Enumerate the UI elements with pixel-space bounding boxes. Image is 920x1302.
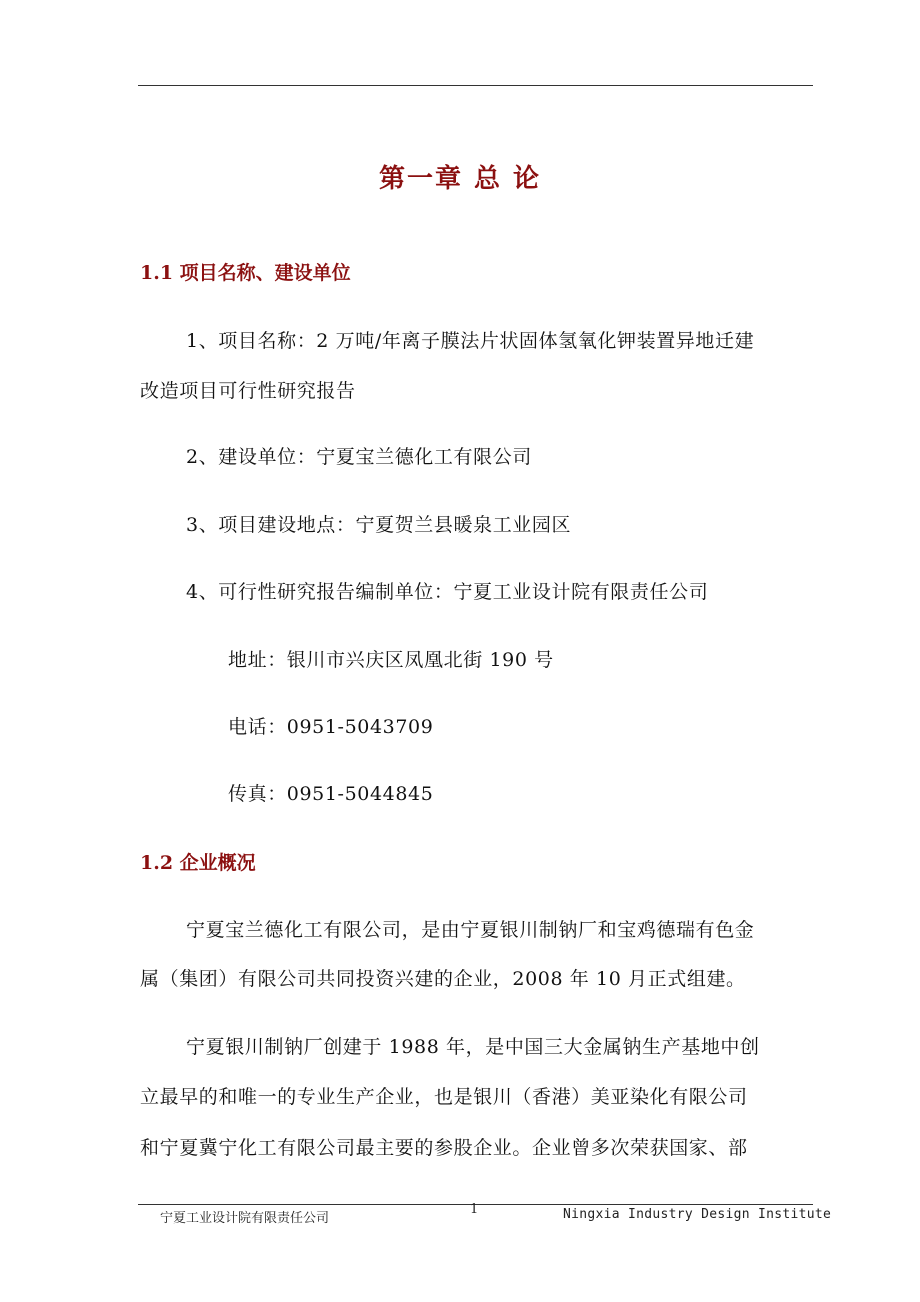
para2-line2: 立最早的和唯一的专业生产企业，也是银川（香港）美亚染化有限公司 xyxy=(140,1086,748,1108)
section-heading-1-1: 1.1 项目名称、建设单位 xyxy=(140,262,351,284)
fax-line: 传真：0951-5044845 xyxy=(228,783,434,805)
chapter-title: 第一章 总 论 xyxy=(378,164,542,194)
para2-line3: 和宁夏冀宁化工有限公司最主要的参股企业。企业曾多次荣获国家、部 xyxy=(140,1137,748,1159)
item1-line1: 1、项目名称：2 万吨/年离子膜法片状固体氢氧化钾装置异地迁建 xyxy=(186,330,755,352)
phone-line: 电话：0951-5043709 xyxy=(228,716,434,738)
item3-location: 3、项目建设地点：宁夏贺兰县暖泉工业园区 xyxy=(186,514,572,536)
item1-line2: 改造项目可行性研究报告 xyxy=(140,380,356,402)
item2-builder: 2、建设单位：宁夏宝兰德化工有限公司 xyxy=(186,446,532,468)
footer-english-name: Ningxia Industry Design Institute xyxy=(563,1207,832,1222)
para1-line1: 宁夏宝兰德化工有限公司，是由宁夏银川制钠厂和宝鸡德瑞有色金 xyxy=(186,919,755,941)
footer-company: 宁夏工业设计院有限责任公司 xyxy=(160,1211,330,1226)
header-rule xyxy=(138,85,813,86)
para1-line2: 属（集团）有限公司共同投资兴建的企业，2008 年 10 月正式组建。 xyxy=(140,968,746,990)
address-line: 地址：银川市兴庆区凤凰北街 190 号 xyxy=(228,649,554,671)
item4-report-unit: 4、可行性研究报告编制单位：宁夏工业设计院有限责任公司 xyxy=(186,581,709,603)
para2-line1: 宁夏银川制钠厂创建于 1988 年，是中国三大金属钠生产基地中创 xyxy=(186,1036,760,1058)
page-number: 1 xyxy=(470,1202,479,1217)
section-heading-1-2: 1.2 企业概况 xyxy=(140,852,256,874)
